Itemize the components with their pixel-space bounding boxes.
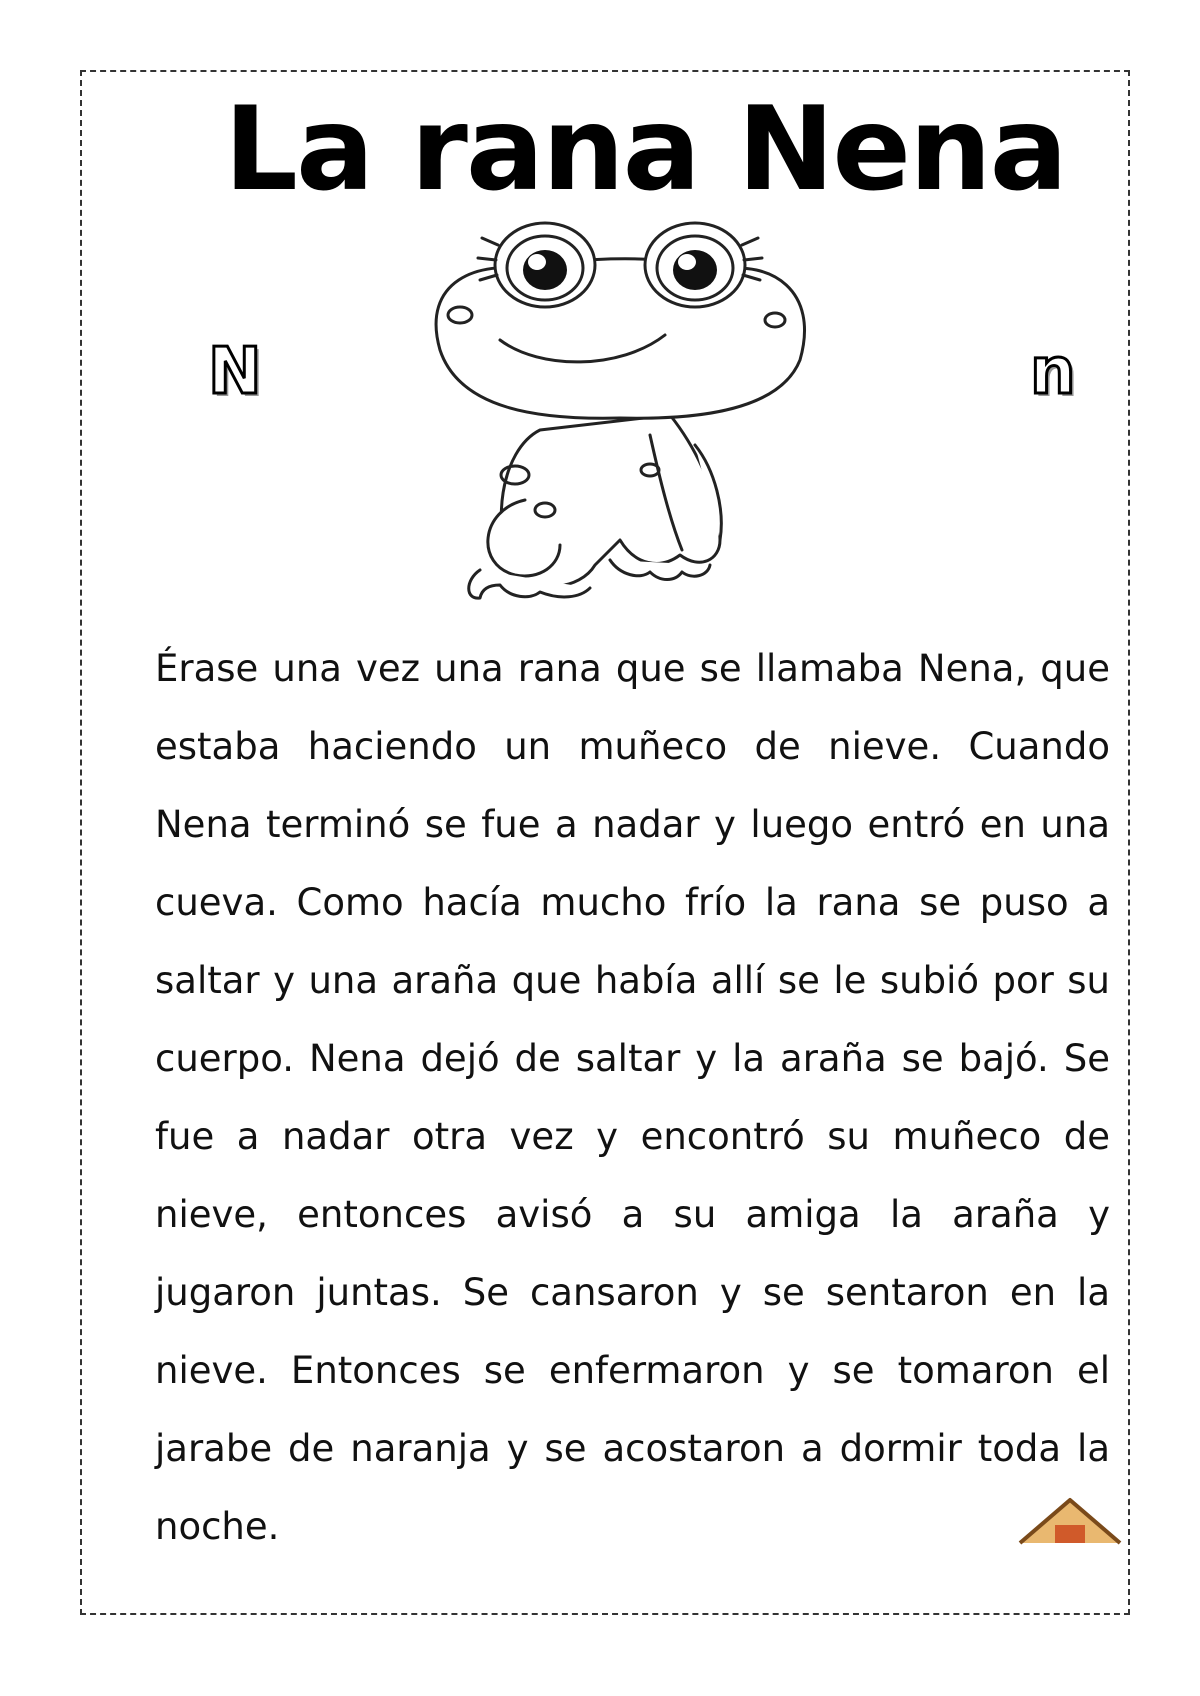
letter-uppercase: N: [208, 335, 262, 409]
story-text: Érase una vez una rana que se llamaba Nena, que estaba haciendo un muñeco de nieve. Cuando Nena terminó se fue a nadar y luego entró en una cueva. Como hacía mucho frío la rana se puso a saltar y una araña que había allí se le subió por su cuerpo. Nena dejó de saltar y la araña se bajó. Se fue a nadar otra vez y encontró su muñeco de nieve, entonces avisó a su amiga la araña y jugaron juntas. Se cansaron y se sentaron en la nieve. Entonces se enfermaron y se tomaron el jarabe de naranja y se acostaron a dormir toda la noche.: [155, 647, 1110, 1548]
frog-illustration-icon: [420, 220, 840, 640]
roof-corner-icon: [1015, 1495, 1125, 1545]
letter-lowercase: n: [1030, 335, 1076, 409]
page-title: La rana Nena: [224, 82, 1066, 217]
